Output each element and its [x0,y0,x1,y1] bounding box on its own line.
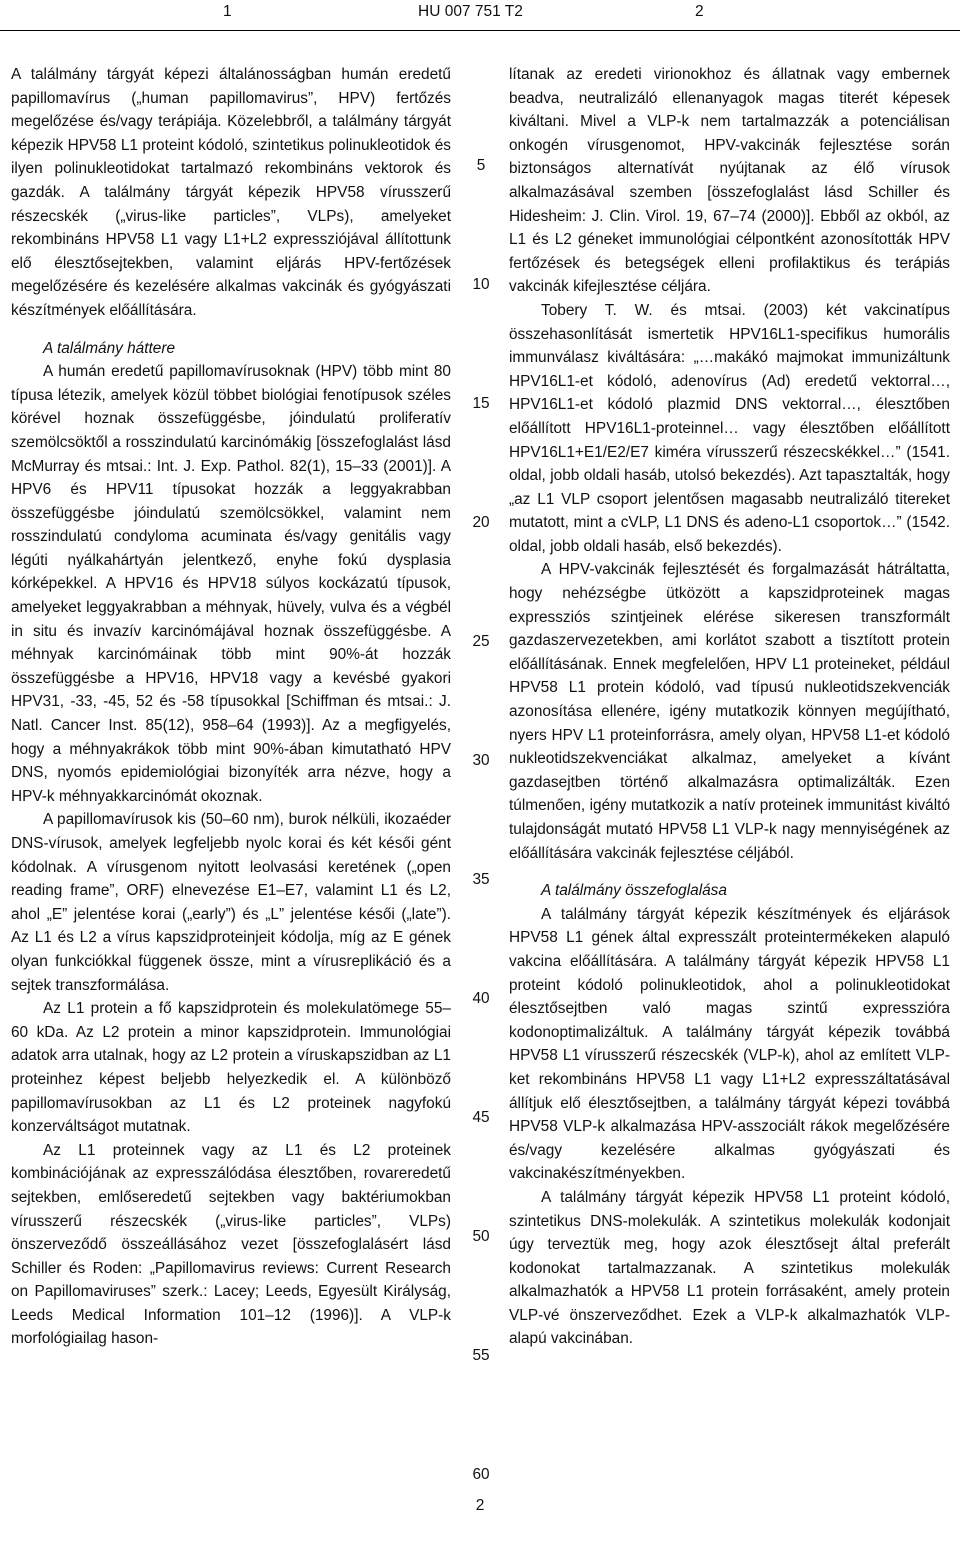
paragraph: A találmány tárgyát képezik készítmények és eljárások HPV58 L1 gének által expresszált proteintermékeken alapuló vakcina előállítására. A találmány tárgyát képezik HPV58 L1 proteint kódoló polinukleotidok, ahol a polinukleotidokat élesztősejtben való magas szintű expresszióra kodonoptimalizáltuk. A találmány tárgyát képezik továbbá HPV58 L1 vírusszerű részecskék (VLP-k), ahol az említett VLP-ket rekombináns HPV58 L1 vagy L1+L2 expresszáltatásával állítjuk elő élesztősejtben, a találmány tárgyát képezi továbbá HPV58 VLP-k alkalmazása HPV-asszociált rákok megelőzésére és/vagy kezelésére alkalmas gyógyászati és vakcinakészítményekben. [509,905,950,1183]
paragraph: A HPV-vakcinák fejlesztését és forgalmazását hátráltatta, hogy nehézségbe ütközött a kapszidproteinek magas expressziós szintjeinek elérése sikeresen transzformált gazdaszervezetekben, ami korlátot szabott a tisztított protein előállításának. Ennek megfelelően, HPV L1 proteineket, például HPV58 L1 protein kódoló, vad típusú nukleotidszekvenciák azonosítása ellenére, igény mutatkozik könnyen megújítható, nyers HPV L1 proteinforrásra, amely olyan, HPV58 L1-et kódoló nukleotidszekvenciákat alkalmaz, amelyeket a kívánt gazdasejtben történő alkalmazásra optimalizálták. Ezen túlmenően, igény mutatkozik a natív proteinek immunitást kiváltó tulajdonságát mutató HPV58 L1 VLP-k nagy mennyiségének az előállítására vakcinák fejlesztése céljából. [509,561,950,862]
header-right-page-number: 2 [695,3,704,20]
line-number: 60 [472,1466,490,1483]
paragraph: A találmány tárgyát képezik HPV58 L1 proteint kódoló, szintetikus DNS-molekulák. A szintetikus molekulák kodonjait úgy terveztük meg, hogy azok élesztősejt által preferált kodonokat tartalmazzanak. A szintetikus molekulák alkalmazhatók a HPV58 L1 protein forrásaként, amely protein VLP-vé önszerveződhet. Ezek a VLP-k alkalmazhatók VLP-alapú vakcinában. [509,1188,950,1348]
line-number: 50 [472,1228,490,1245]
line-number: 30 [472,752,490,769]
paragraph: Az L1 proteinnek vagy az L1 és L2 proteinek kombinációjának az expresszálódása élesztőben, rovareredetű sejtekben, emlőseredetű sejtekben vagy baktériumokban vírusszerű részecskék („virus-like particles”, VLPs) önszerveződő összeállásához vezet [összefoglalásért lásd Schiller és Roden: „Papillomavirus reviews: Current Research on Papillomaviruses” szerk.: Lacey; Leeds, Egyesült Királyság, Leeds Medical Information 101–12 (1996)]. A VLP-k morfológiailag hason- [11,1141,451,1348]
line-number: 35 [472,871,490,888]
line-number: 40 [472,990,490,1007]
right-column [509,63,950,1351]
paragraph: Az L1 protein a fő kapszidprotein és molekulatömege 55–60 kDa. Az L2 protein a minor kapszidprotein. Immunológiai adatok arra utalnak, hogy az L2 protein a víruskapszidban az L1 proteinhez képest beljebb helyezkedik el. A különböző papillomavírusokban az L1 és L2 proteinek nagyfokú konzerváltságot mutatnak. [11,1000,451,1136]
line-number: 55 [472,1347,490,1364]
paragraph: A találmány tárgyát képezi általánosságban humán eredetű papillomavírus („human papillomavirus”, HPV) fertőzés megelőzése és/vagy terápiája. Közelebbről, a találmány tárgyát képezik HPV58 L1 proteint kódoló, szintetikus polinukleotidok és ilyen polinukleotidokat tartalmazó rekombináns vektorok és gazdák. A találmány tárgyát képezik HPV58 vírusszerű részecskék („virus-like particles”, VLPs), amelyeket rekombináns HPV58 L1 vagy L1+L2 expressziójával állítottunk elő élesztősejtekben, valamint eljárás HPV-fertőzések megelőzésére és kezelésére alkalmas vakcinák és gyógyászati készítmények előállítására. [11,66,451,319]
line-number: 15 [472,395,490,412]
paragraph: Tobery T. W. és mtsai. (2003) két vakcinatípus összehasonlítását ismertetik HPV16L1-specifikus humorális immunválasz kiváltására: „…makákó majmokat immunizáltunk HPV16L1-et kódoló, adenovírus (Ad) eredetű vektorral…, HPV16L1-et kódoló plazmid DNS vektorral…, élesztőben előállított HPV16L1-proteinnel… vagy élesztőben előállított HPV16L1+E1/E2/E7 kiméra vírusszerű részecskékkel…” (1541. oldal, jobb oldali hasáb, utolsó bekezdés). Azt tapasztalták, hogy „az L1 VLP csoport jelentősen magasabb neutralizáló titereket mutatott, mint a cVLP, L1 DNS és adeno-L1 csoportok…” (1542. oldal, jobb oldali hasáb, első bekezdés). [509,301,950,555]
paragraph: A humán eredetű papillomavírusoknak (HPV) több mint 80 típusa létezik, amelyek közül többet biológiai fenotípusok széles körével hoznak összefüggésbe, jóindulatú proliferatív szemölcsöktől a rosszindulatú karcinómákig [összefoglalást lásd McMurray és mtsai.: Int. J. Exp. Pathol. 82(1), 15–33 (2001)]. A HPV6 és HPV11 típusokat hozzák a leggyakrabban összefüggésbe jóindulatú szemölcsökkel, valamint nem rosszindulatú condyloma acuminata és/vagy genitális vagy légúti nyálkahártyán jelentkező, enyhe fokú dysplasia kórképekkel. A HPV16 és HPV18 súlyos kockázatú típusok, amelyeket leggyakrabban a méhnyak, hüvely, vulva és a végbél in situ és invazív karcinómájával hoznak összefüggésbe. A méhnyak karcinómáinak több mint 90%-át hozzák összefüggésbe a HPV16, HPV18 vagy a kevésbé gyakori HPV31, -33, -45, 52 és -58 típusokkal [Schiffman és mtsai.: J. Natl. Cancer Inst. 85(12), 958–64 (1993)]. Az a megfigyelés, hogy a méhnyakrákok több mint 90%-ában kimutatható HPV DNS, nyomós epidemiológiai bizonyíték arra nézve, hogy a HPV-k méhnyakkarcinómát okoznak. [11,363,451,805]
line-number: 10 [472,276,490,293]
section-heading: A találmány összefoglalása [541,882,727,900]
line-number: 25 [472,633,490,650]
header-rule [0,30,960,31]
line-number: 20 [472,514,490,531]
footer-page-number: 2 [475,1497,485,1514]
line-number: 45 [472,1109,490,1126]
paragraph: lítanak az eredeti virionokhoz és állatnak vagy embernek beadva, neutralizáló ellenanyagok magas titerét képesek kiváltani. Mivel a VLP-k nem tartalmazzák a potenciálisan onkogén vírusgenomot, HPV-vakcinák fejlesztése során biztonságos alternatívát nyújtanak az élő vírusok alkalmazásával szemben [összefoglalást lásd Schiller és Hidesheim: J. Clin. Virol. 19, 67–74 (2000)]. Ebből az okból, az L1 és L2 géneket immunológiai célpontként azonosították HPV fertőzések és betegségek elleni profilaktikus és terápiás vakcinák kifejlesztése céljára. [509,66,950,296]
header-left-page-number: 1 [223,3,232,20]
header-patent-number: HU 007 751 T2 [418,3,523,20]
line-number: 5 [476,157,486,174]
left-column [11,63,451,1351]
paragraph: A papillomavírusok kis (50–60 nm), burok nélküli, ikozaéder DNS-vírusok, amelyek legfeljebb nyolc korai és két késői gént kódolnak. A vírusgenom nyitott leolvasási keretének („open reading frame”, ORF) elnevezése E1–E7, valamint L1 és L2, ahol „E” jelentése korai („early”) és „L” jelentése késői („late”). Az L1 és L2 a vírus kapszidproteinjeit kódolja, míg az E gének olyan funkciókkal függenek össze, mint a vírusreplikáció és a sejtek transzformálása. [11,811,451,994]
section-heading: A találmány háttere [43,339,176,357]
